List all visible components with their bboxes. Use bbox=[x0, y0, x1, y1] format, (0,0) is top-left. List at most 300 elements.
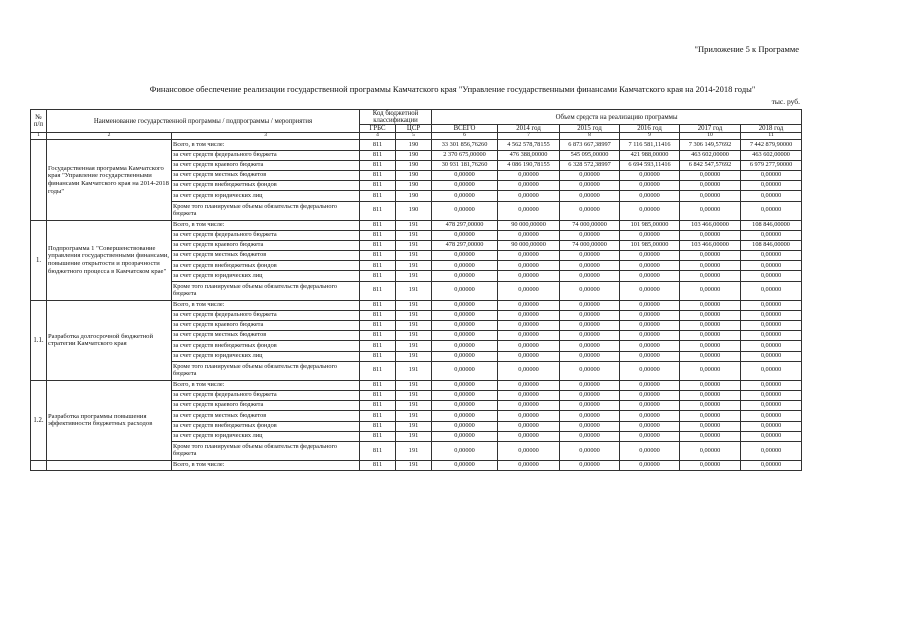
amount-year: 463 602,00000 bbox=[680, 150, 741, 160]
amount-year: 0,00000 bbox=[620, 251, 680, 261]
grbs-code: 811 bbox=[360, 251, 396, 261]
amount-year: 0,00000 bbox=[620, 341, 680, 351]
amount-year: 0,00000 bbox=[560, 341, 620, 351]
amount-year: 0,00000 bbox=[560, 441, 620, 460]
amount-year: 90 000,00000 bbox=[498, 240, 560, 250]
amount-year: 0,00000 bbox=[741, 281, 802, 300]
header-2014: 2014 год bbox=[498, 125, 560, 133]
amount-total: 0,00000 bbox=[432, 300, 498, 310]
amount-year: 6 328 572,38997 bbox=[560, 160, 620, 170]
amount-year: 0,00000 bbox=[560, 191, 620, 201]
amount-year: 6 979 277,90000 bbox=[741, 160, 802, 170]
program-name: Подпрограмма 1 "Совершенствование управления государственными финансами, повышение открытости и прозрачности бюджетного процесса в Камчатском крае" bbox=[47, 220, 172, 300]
amount-year: 108 846,00000 bbox=[741, 220, 802, 230]
funding-source: за счет средств краевого бюджета bbox=[172, 321, 360, 331]
amount-total: 0,00000 bbox=[432, 281, 498, 300]
amount-total: 478 297,00000 bbox=[432, 220, 498, 230]
col-number: 9 bbox=[620, 133, 680, 140]
amount-year: 0,00000 bbox=[741, 300, 802, 310]
amount-year: 0,00000 bbox=[741, 271, 802, 281]
amount-year: 0,00000 bbox=[560, 331, 620, 341]
amount-year: 0,00000 bbox=[560, 460, 620, 470]
funding-source: за счет средств краевого бюджета bbox=[172, 160, 360, 170]
amount-total: 0,00000 bbox=[432, 321, 498, 331]
csr-code: 191 bbox=[396, 441, 432, 460]
amount-year: 0,00000 bbox=[680, 401, 741, 411]
amount-year: 0,00000 bbox=[560, 390, 620, 400]
amount-year: 103 466,00000 bbox=[680, 220, 741, 230]
grbs-code: 811 bbox=[360, 191, 396, 201]
funding-source: Кроме того планируемые объемы обязательств федерального бюджета bbox=[172, 361, 360, 380]
amount-year: 463 602,00000 bbox=[741, 150, 802, 160]
grbs-code: 811 bbox=[360, 240, 396, 250]
amount-year: 0,00000 bbox=[620, 191, 680, 201]
funding-source: за счет средств юридических лиц bbox=[172, 351, 360, 361]
amount-year: 0,00000 bbox=[498, 181, 560, 191]
funding-source: за счет средств местных бюджетов bbox=[172, 331, 360, 341]
amount-year: 0,00000 bbox=[560, 261, 620, 271]
amount-year: 0,00000 bbox=[741, 310, 802, 320]
amount-year: 0,00000 bbox=[620, 460, 680, 470]
amount-year: 0,00000 bbox=[680, 411, 741, 421]
amount-year: 0,00000 bbox=[680, 201, 741, 220]
amount-year: 0,00000 bbox=[680, 431, 741, 441]
amount-year: 0,00000 bbox=[741, 230, 802, 240]
amount-year: 0,00000 bbox=[498, 361, 560, 380]
amount-year: 0,00000 bbox=[741, 421, 802, 431]
amount-year: 0,00000 bbox=[498, 431, 560, 441]
amount-year: 0,00000 bbox=[498, 201, 560, 220]
amount-year: 0,00000 bbox=[560, 421, 620, 431]
amount-year: 545 095,00000 bbox=[560, 150, 620, 160]
program-name: Государственная программа Камчатского края "Управление государственными финансами Камчатского края на 2014-2018 годы" bbox=[47, 140, 172, 220]
amount-total: 0,00000 bbox=[432, 441, 498, 460]
col-number: 1 bbox=[31, 133, 47, 140]
document-title: Финансовое обеспечение реализации государственной программы Камчатского края "Управление государственными финансами Камчатского края на 2014-2018 годы" bbox=[149, 84, 756, 94]
csr-code: 191 bbox=[396, 261, 432, 271]
grbs-code: 811 bbox=[360, 140, 396, 150]
funding-source: за счет средств краевого бюджета bbox=[172, 240, 360, 250]
csr-code: 191 bbox=[396, 431, 432, 441]
amount-total: 0,00000 bbox=[432, 401, 498, 411]
grbs-code: 811 bbox=[360, 150, 396, 160]
amount-year: 0,00000 bbox=[498, 310, 560, 320]
amount-year: 90 000,00000 bbox=[498, 220, 560, 230]
amount-year: 0,00000 bbox=[498, 251, 560, 261]
grbs-code: 811 bbox=[360, 170, 396, 180]
funding-source: за счет средств местных бюджетов bbox=[172, 251, 360, 261]
funding-source: за счет средств внебюджетных фондов bbox=[172, 341, 360, 351]
amount-year: 476 388,00000 bbox=[498, 150, 560, 160]
funding-source: за счет средств краевого бюджета bbox=[172, 401, 360, 411]
amount-year: 0,00000 bbox=[741, 390, 802, 400]
amount-year: 0,00000 bbox=[741, 441, 802, 460]
amount-year: 0,00000 bbox=[498, 460, 560, 470]
amount-year: 0,00000 bbox=[620, 201, 680, 220]
col-number: 8 bbox=[560, 133, 620, 140]
amount-year: 0,00000 bbox=[498, 441, 560, 460]
amount-total: 0,00000 bbox=[432, 271, 498, 281]
amount-year: 0,00000 bbox=[680, 321, 741, 331]
csr-code: 191 bbox=[396, 230, 432, 240]
col-number: 5 bbox=[396, 133, 432, 140]
amount-year: 0,00000 bbox=[741, 170, 802, 180]
amount-year: 7 116 581,11416 bbox=[620, 140, 680, 150]
amount-total: 0,00000 bbox=[432, 341, 498, 351]
grbs-code: 811 bbox=[360, 300, 396, 310]
table-body bbox=[31, 140, 802, 471]
amount-year: 0,00000 bbox=[680, 421, 741, 431]
amount-year: 0,00000 bbox=[560, 230, 620, 240]
csr-code: 190 bbox=[396, 160, 432, 170]
csr-code: 191 bbox=[396, 401, 432, 411]
row-number bbox=[31, 140, 47, 220]
amount-total: 0,00000 bbox=[432, 390, 498, 400]
col-number: 7 bbox=[498, 133, 560, 140]
amount-year: 0,00000 bbox=[620, 441, 680, 460]
grbs-code: 811 bbox=[360, 431, 396, 441]
amount-year: 0,00000 bbox=[741, 201, 802, 220]
amount-year: 0,00000 bbox=[620, 230, 680, 240]
grbs-code: 811 bbox=[360, 230, 396, 240]
amount-total: 0,00000 bbox=[432, 181, 498, 191]
amount-year: 101 985,00000 bbox=[620, 240, 680, 250]
amount-year: 0,00000 bbox=[620, 281, 680, 300]
amount-year: 0,00000 bbox=[498, 411, 560, 421]
amount-year: 0,00000 bbox=[620, 300, 680, 310]
amount-year: 74 000,00000 bbox=[560, 240, 620, 250]
col-number: 2 bbox=[47, 133, 172, 140]
amount-year: 0,00000 bbox=[498, 300, 560, 310]
amount-year: 0,00000 bbox=[680, 351, 741, 361]
funding-source: за счет средств внебюджетных фондов bbox=[172, 261, 360, 271]
amount-year: 0,00000 bbox=[680, 181, 741, 191]
amount-year: 0,00000 bbox=[498, 261, 560, 271]
amount-year: 0,00000 bbox=[680, 361, 741, 380]
amount-total: 0,00000 bbox=[432, 191, 498, 201]
amount-year: 0,00000 bbox=[680, 331, 741, 341]
amount-year: 0,00000 bbox=[680, 390, 741, 400]
grbs-code: 811 bbox=[360, 351, 396, 361]
grbs-code: 811 bbox=[360, 310, 396, 320]
csr-code: 191 bbox=[396, 240, 432, 250]
funding-source: за счет средств федерального бюджета bbox=[172, 310, 360, 320]
funding-source: за счет средств юридических лиц bbox=[172, 191, 360, 201]
amount-year: 0,00000 bbox=[620, 431, 680, 441]
amount-year: 0,00000 bbox=[620, 170, 680, 180]
grbs-code: 811 bbox=[360, 361, 396, 380]
funding-source: Кроме того планируемые объемы обязательств федерального бюджета bbox=[172, 441, 360, 460]
amount-year: 0,00000 bbox=[741, 431, 802, 441]
grbs-code: 811 bbox=[360, 421, 396, 431]
csr-code: 191 bbox=[396, 331, 432, 341]
amount-year: 0,00000 bbox=[741, 341, 802, 351]
row-number: 1. bbox=[31, 220, 47, 300]
amount-year: 0,00000 bbox=[680, 251, 741, 261]
csr-code: 191 bbox=[396, 321, 432, 331]
grbs-code: 811 bbox=[360, 441, 396, 460]
amount-year: 0,00000 bbox=[560, 431, 620, 441]
amount-year: 0,00000 bbox=[680, 341, 741, 351]
amount-year: 0,00000 bbox=[680, 271, 741, 281]
appendix-note: "Приложение 5 к Программе bbox=[694, 44, 799, 54]
amount-year: 4 562 578,78155 bbox=[498, 140, 560, 150]
amount-year: 0,00000 bbox=[680, 380, 741, 390]
col-number: 6 bbox=[432, 133, 498, 140]
amount-year: 0,00000 bbox=[680, 441, 741, 460]
csr-code: 190 bbox=[396, 181, 432, 191]
funding-source: за счет средств федерального бюджета bbox=[172, 150, 360, 160]
amount-year: 0,00000 bbox=[620, 421, 680, 431]
table-row bbox=[31, 460, 802, 470]
row-number bbox=[31, 460, 47, 470]
amount-year: 74 000,00000 bbox=[560, 220, 620, 230]
csr-code: 191 bbox=[396, 361, 432, 380]
amount-year: 0,00000 bbox=[620, 401, 680, 411]
amount-year: 0,00000 bbox=[741, 411, 802, 421]
grbs-code: 811 bbox=[360, 321, 396, 331]
amount-total: 0,00000 bbox=[432, 460, 498, 470]
header-csr: ЦСР bbox=[396, 125, 432, 133]
amount-year: 0,00000 bbox=[560, 300, 620, 310]
amount-year: 0,00000 bbox=[560, 281, 620, 300]
amount-year: 0,00000 bbox=[498, 421, 560, 431]
amount-year: 0,00000 bbox=[620, 310, 680, 320]
funding-source: за счет средств юридических лиц bbox=[172, 431, 360, 441]
grbs-code: 811 bbox=[360, 411, 396, 421]
program-name: Разработка программы повышения эффективности бюджетных расходов bbox=[47, 380, 172, 460]
amount-year: 0,00000 bbox=[498, 401, 560, 411]
csr-code: 190 bbox=[396, 201, 432, 220]
funding-source: за счет средств юридических лиц bbox=[172, 271, 360, 281]
amount-total: 30 931 181,76260 bbox=[432, 160, 498, 170]
amount-year: 0,00000 bbox=[498, 390, 560, 400]
amount-year: 103 466,00000 bbox=[680, 240, 741, 250]
amount-year: 4 086 190,78155 bbox=[498, 160, 560, 170]
amount-year: 0,00000 bbox=[498, 331, 560, 341]
amount-total: 0,00000 bbox=[432, 170, 498, 180]
csr-code: 191 bbox=[396, 421, 432, 431]
funding-source: за счет средств федерального бюджета bbox=[172, 230, 360, 240]
csr-code: 191 bbox=[396, 271, 432, 281]
amount-year: 0,00000 bbox=[741, 251, 802, 261]
grbs-code: 811 bbox=[360, 201, 396, 220]
row-number: 1.1. bbox=[31, 300, 47, 380]
amount-year: 0,00000 bbox=[560, 271, 620, 281]
amount-total: 0,00000 bbox=[432, 431, 498, 441]
amount-total: 0,00000 bbox=[432, 331, 498, 341]
csr-code: 190 bbox=[396, 191, 432, 201]
amount-year: 0,00000 bbox=[680, 261, 741, 271]
funding-source: за счет средств местных бюджетов bbox=[172, 411, 360, 421]
col-number: 11 bbox=[741, 133, 802, 140]
amount-year: 0,00000 bbox=[560, 361, 620, 380]
amount-year: 0,00000 bbox=[620, 271, 680, 281]
grbs-code: 811 bbox=[360, 271, 396, 281]
csr-code: 191 bbox=[396, 351, 432, 361]
grbs-code: 811 bbox=[360, 380, 396, 390]
grbs-code: 811 bbox=[360, 281, 396, 300]
col-number: 10 bbox=[680, 133, 741, 140]
amount-total: 0,00000 bbox=[432, 361, 498, 380]
financing-table bbox=[30, 109, 802, 471]
amount-year: 0,00000 bbox=[560, 181, 620, 191]
csr-code: 190 bbox=[396, 170, 432, 180]
amount-total: 0,00000 bbox=[432, 380, 498, 390]
header-2018: 2018 год bbox=[741, 125, 802, 133]
funding-source: за счет средств внебюджетных фондов bbox=[172, 421, 360, 431]
amount-year: 0,00000 bbox=[741, 380, 802, 390]
funding-source: Всего, в том числе: bbox=[172, 380, 360, 390]
amount-year: 0,00000 bbox=[498, 281, 560, 300]
amount-year: 0,00000 bbox=[680, 460, 741, 470]
header-num: № п/п bbox=[31, 110, 47, 133]
amount-year: 0,00000 bbox=[620, 380, 680, 390]
grbs-code: 811 bbox=[360, 220, 396, 230]
col-number: 3 bbox=[172, 133, 360, 140]
amount-year: 0,00000 bbox=[560, 401, 620, 411]
amount-year: 0,00000 bbox=[620, 331, 680, 341]
amount-total: 0,00000 bbox=[432, 201, 498, 220]
amount-year: 0,00000 bbox=[620, 181, 680, 191]
table-row bbox=[31, 220, 802, 230]
amount-year: 0,00000 bbox=[620, 361, 680, 380]
grbs-code: 811 bbox=[360, 460, 396, 470]
header-volume-group: Объем средств на реализацию программы bbox=[432, 110, 802, 125]
csr-code: 191 bbox=[396, 460, 432, 470]
csr-code: 191 bbox=[396, 310, 432, 320]
amount-year: 0,00000 bbox=[620, 390, 680, 400]
table-row bbox=[31, 140, 802, 150]
col-number: 4 bbox=[360, 133, 396, 140]
funding-source: Всего, в том числе: bbox=[172, 300, 360, 310]
funding-source: за счет средств внебюджетных фондов bbox=[172, 181, 360, 191]
header-code-group: Код бюджетной классификации bbox=[360, 110, 432, 125]
funding-source: за счет средств местных бюджетов bbox=[172, 170, 360, 180]
amount-year: 0,00000 bbox=[560, 380, 620, 390]
funding-source: Всего, в том числе: bbox=[172, 140, 360, 150]
amount-year: 0,00000 bbox=[620, 411, 680, 421]
csr-code: 191 bbox=[396, 380, 432, 390]
amount-year: 0,00000 bbox=[741, 351, 802, 361]
table-row bbox=[31, 300, 802, 310]
amount-year: 421 988,00000 bbox=[620, 150, 680, 160]
funding-source: Всего, в том числе: bbox=[172, 460, 360, 470]
amount-year: 0,00000 bbox=[498, 351, 560, 361]
amount-total: 33 301 856,76260 bbox=[432, 140, 498, 150]
amount-year: 0,00000 bbox=[620, 321, 680, 331]
amount-year: 101 985,00000 bbox=[620, 220, 680, 230]
csr-code: 191 bbox=[396, 300, 432, 310]
amount-year: 0,00000 bbox=[560, 411, 620, 421]
csr-code: 190 bbox=[396, 150, 432, 160]
grbs-code: 811 bbox=[360, 261, 396, 271]
amount-total: 0,00000 bbox=[432, 251, 498, 261]
amount-total: 478 297,00000 bbox=[432, 240, 498, 250]
amount-total: 0,00000 bbox=[432, 261, 498, 271]
amount-year: 0,00000 bbox=[498, 380, 560, 390]
grbs-code: 811 bbox=[360, 181, 396, 191]
grbs-code: 811 bbox=[360, 401, 396, 411]
amount-year: 0,00000 bbox=[498, 191, 560, 201]
program-name bbox=[47, 460, 172, 470]
amount-total: 2 370 675,00000 bbox=[432, 150, 498, 160]
header-2016: 2016 год bbox=[620, 125, 680, 133]
amount-year: 0,00000 bbox=[498, 341, 560, 351]
funding-source: Всего, в том числе: bbox=[172, 220, 360, 230]
amount-year: 7 306 149,57692 bbox=[680, 140, 741, 150]
amount-total: 0,00000 bbox=[432, 421, 498, 431]
program-name: Разработка долгосрочной бюджетной стратегии Камчатского края bbox=[47, 300, 172, 380]
csr-code: 191 bbox=[396, 281, 432, 300]
header-name: Наименование государственной программы / подпрограммы / мероприятия bbox=[47, 110, 360, 133]
amount-year: 0,00000 bbox=[560, 310, 620, 320]
amount-year: 0,00000 bbox=[680, 191, 741, 201]
funding-source: Кроме того планируемые объемы обязательств федерального бюджета bbox=[172, 201, 360, 220]
amount-year: 0,00000 bbox=[741, 401, 802, 411]
csr-code: 191 bbox=[396, 251, 432, 261]
amount-year: 108 846,00000 bbox=[741, 240, 802, 250]
grbs-code: 811 bbox=[360, 160, 396, 170]
amount-year: 0,00000 bbox=[498, 230, 560, 240]
csr-code: 191 bbox=[396, 220, 432, 230]
units-label: тыс. руб. bbox=[771, 97, 800, 106]
amount-total: 0,00000 bbox=[432, 310, 498, 320]
csr-code: 191 bbox=[396, 390, 432, 400]
amount-year: 0,00000 bbox=[741, 361, 802, 380]
amount-total: 0,00000 bbox=[432, 351, 498, 361]
amount-year: 0,00000 bbox=[620, 261, 680, 271]
header-total: ВСЕГО bbox=[432, 125, 498, 133]
grbs-code: 811 bbox=[360, 341, 396, 351]
header-grbs: ГРБС bbox=[360, 125, 396, 133]
amount-year: 0,00000 bbox=[680, 230, 741, 240]
header-2017: 2017 год bbox=[680, 125, 741, 133]
amount-year: 0,00000 bbox=[741, 331, 802, 341]
amount-year: 0,00000 bbox=[560, 251, 620, 261]
csr-code: 191 bbox=[396, 411, 432, 421]
amount-year: 0,00000 bbox=[680, 300, 741, 310]
amount-year: 0,00000 bbox=[741, 261, 802, 271]
amount-year: 0,00000 bbox=[620, 351, 680, 361]
csr-code: 191 bbox=[396, 341, 432, 351]
header-2015: 2015 год bbox=[560, 125, 620, 133]
amount-total: 0,00000 bbox=[432, 230, 498, 240]
amount-year: 0,00000 bbox=[680, 310, 741, 320]
amount-year: 7 442 879,90000 bbox=[741, 140, 802, 150]
amount-year: 6 873 667,38997 bbox=[560, 140, 620, 150]
amount-year: 0,00000 bbox=[741, 181, 802, 191]
funding-source: за счет средств федерального бюджета bbox=[172, 390, 360, 400]
amount-year: 0,00000 bbox=[560, 321, 620, 331]
amount-year: 0,00000 bbox=[498, 170, 560, 180]
grbs-code: 811 bbox=[360, 390, 396, 400]
amount-year: 0,00000 bbox=[741, 321, 802, 331]
amount-year: 0,00000 bbox=[741, 460, 802, 470]
funding-source: Кроме того планируемые объемы обязательств федерального бюджета bbox=[172, 281, 360, 300]
amount-year: 0,00000 bbox=[560, 201, 620, 220]
grbs-code: 811 bbox=[360, 331, 396, 341]
amount-year: 0,00000 bbox=[498, 321, 560, 331]
amount-year: 0,00000 bbox=[741, 191, 802, 201]
amount-year: 0,00000 bbox=[680, 170, 741, 180]
row-number: 1.2. bbox=[31, 380, 47, 460]
amount-year: 0,00000 bbox=[560, 351, 620, 361]
amount-year: 6 694 593,11416 bbox=[620, 160, 680, 170]
table-row bbox=[31, 380, 802, 390]
amount-year: 0,00000 bbox=[680, 281, 741, 300]
amount-year: 6 842 547,57692 bbox=[680, 160, 741, 170]
